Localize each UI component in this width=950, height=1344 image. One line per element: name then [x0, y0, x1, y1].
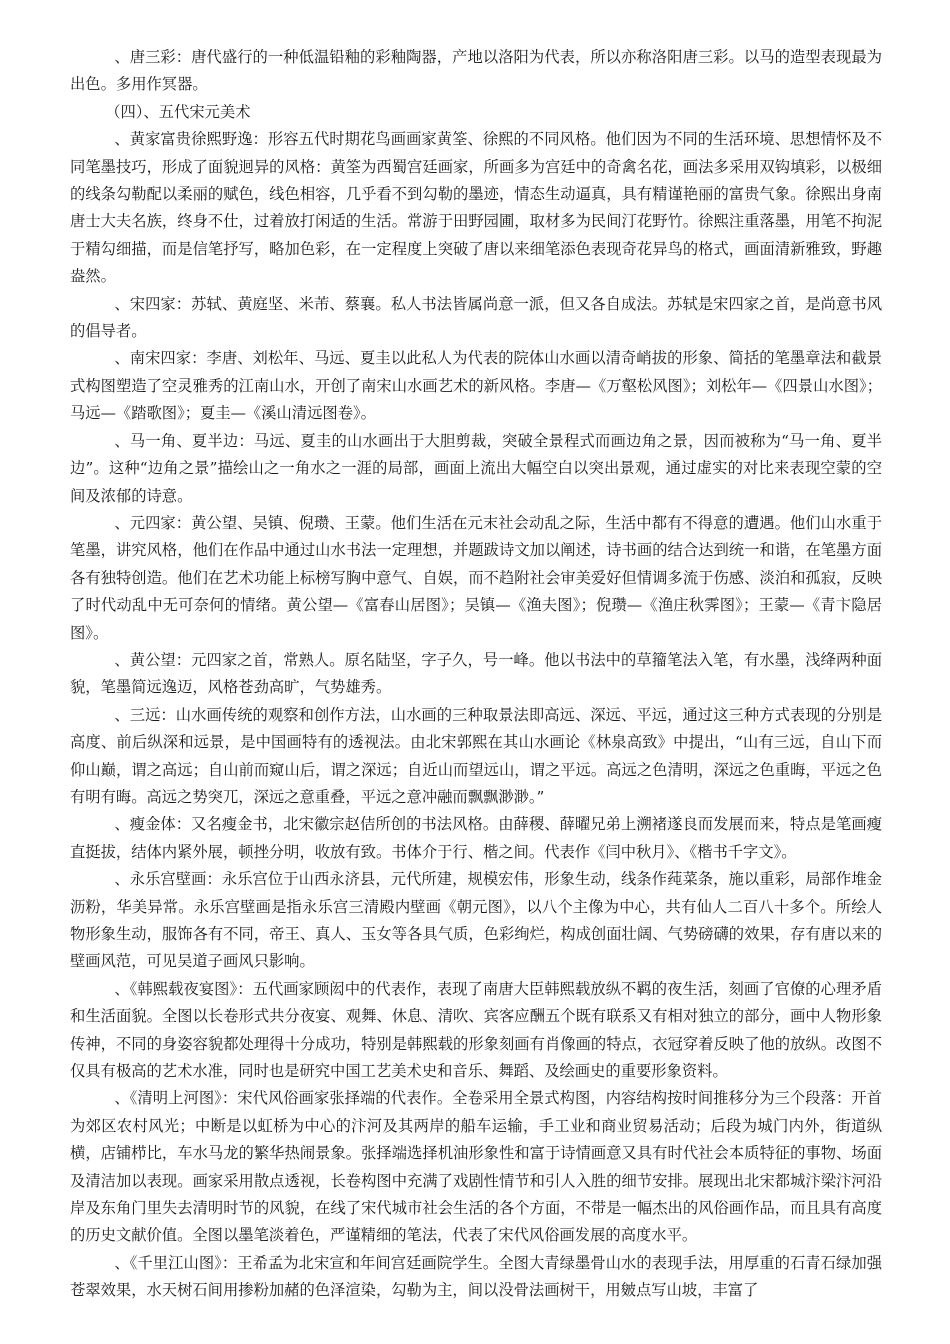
paragraph-southern-song-four: 、南宋四家：李唐、刘松年、马远、夏圭以此私人为代表的院体山水画以清奇峭拔的形象、简括的笔墨章法和截景式构图塑造了空灵雅秀的江南山水，开创了南宋山水画艺术的新风格。李唐—《万壑松风图》；刘松年—《四景山水图》；马远—《踏歌图》；夏圭—《溪山清远图卷》。 [70, 349, 883, 423]
paragraph-tang-sancai: 、唐三彩：唐代盛行的一种低温铅釉的彩釉陶器，产地以洛阳为代表，所以亦称洛阳唐三彩。以马的造型表现最为出色。多用作冥器。 [70, 48, 882, 94]
paragraph-san-yuan: 、三远：山水画传统的观察和创作方法，山水画的三种取景法即高远、深远、平远，通过这三种方式表现的分别是高度、前后纵深和远景，是中国画特有的透视法。由北宋郭熙在其山水画论《林泉高致》中提出，“山有三远，自山下而仰山巅，谓之高远；自山前而窥山后，谓之深远；自近山而望远山，谓之平远。高远之色清明，深远之色重晦，平远之色有明有晦。高远之势突兀，深远之意重叠，平远之意冲融而飘飘渺渺。” [70, 705, 882, 806]
paragraph-qingming-river: 、《清明上河图》：宋代风俗画家张择端的代表作。全卷采用全景式构图，内容结构按时间推移分为三个段落：开首为郊区农村风光；中断是以虹桥为中心的汴河及其两岸的船车运输，手工业和商业贸易活动；后段为城门内外，街道纵横，店铺栉比，车水马龙的繁华热闹景象。张择端选择机油形象性和富于诗情画意又具有时代社会本质特征的事物、场面及清洁加以表现。画家采用散点透视，长卷构图中充满了戏剧性情节和引人入胜的细节安排。展现出北宋都城汴梁汴河沿岸及东角门里失去清明时节的风貌，在线了宋代城市社会生活的各个方面，不带是一幅杰出的风俗画作品，而且具有高度的历史文献价值。全图以墨笔淡着色，严谨精细的笔法，代表了宋代风俗画发展的高度水平。 [70, 1089, 882, 1245]
paragraph-song-four-masters: 、宋四家：苏轼、黄庭坚、米芾、蔡襄。私人书法皆属尚意一派，但又各自成法。苏轼是宋四家之首，是尚意书风的倡导者。 [70, 294, 882, 341]
paragraph-shoujin-ti: 、瘦金体：又名瘦金书，北宋徽宗赵佶所创的书法风格。由薛稷、薛曜兄弟上溯褚遂良而发展而来，特点是笔画瘦直挺拔，结体内紧外展，顿挫分明，收放有致。书体介于行、楷之间。代表作《闫中秋月》、《楷书千字文》。 [70, 815, 882, 861]
paragraph-yuan-four-masters: 、元四家：黄公望、吴镇、倪瓒、王蒙。他们生活在元末社会动乱之际，生活中都有不得意的遭遇。他们山水重于笔墨，讲究风格，他们在作品中通过山水书法一定理想，并题跋诗文加以阐述，诗书画的结合达到统一和谐，在笔墨方面各有独特创造。他们在艺术功能上标榜写胸中意气、自娱，而不趋附社会审美爱好但情调多流于伤感、淡泊和孤寂，反映了时代动乱中无可奈何的情绪。黄公望—《富春山居图》；吴镇—《渔夫图》；倪瓒—《渔庄秋霁图》；王蒙—《青卞隐居图》。 [70, 513, 882, 642]
paragraph-huang-gongwang: 、黄公望：元四家之首，常熟人。原名陆坚，字子久，号一峰。他以书法中的草籀笔法入笔，有水墨，浅绛两种面貌，笔墨简远逸迈，风格苍劲高旷，气势雄秀。 [70, 650, 882, 697]
paragraph-yongle-murals: 、永乐宫壁画：永乐宫位于山西永济县，元代所建，规模宏伟，形象生动，线条作莼菜条，施以重彩，局部作堆金沥粉，华美异常。永乐宫壁画是指永乐宫三清殿内壁画《朝元图》，以八个主像为中心，共有仙人二百八十多个。所绘人物形象生动，服饰各有不同，帝王、真人、玉女等各具气质，色彩绚烂，构成创面壮阔、气势磅礴的效果，存有唐以来的壁画风范，可见吴道子画风只影响。 [70, 870, 882, 971]
document-page [70, 44, 882, 1305]
paragraph-han-xizai-banquet: 、《韩熙载夜宴图》：五代画家顾闳中的代表作，表现了南唐大臣韩熙载放纵不羁的夜生活，刻画了官僚的心理矛盾和生活面貌。全图以长卷形式共分夜宴、观舞、休息、清吹、宾客应酬五个既有联系又有相对独立的部分，画中人物形象传神，不同的身姿容貌都处理得十分成功，特别是韩熙载的形象刻画有肖像画的特点，衣冠穿着反映了他的放纵。改图不仅具有极高的艺术水准，同时也是研究中国工艺美术史和音乐、舞蹈、及绘画史的重要形象资料。 [70, 979, 882, 1081]
paragraph-huang-xu-styles: 、黄家富贵徐熙野逸：形容五代时期花鸟画画家黄筌、徐熙的不同风格。他们因为不同的生活环境、思想情怀及不同笔墨技巧，形成了面貌迥异的风格：黄筌为西蜀宫廷画家，所画多为宫廷中的奇禽名花，画法多采用双钩填彩，以极细的线条勾勒配以柔丽的赋色，线色相容，几乎看不到勾勒的墨迹，情态生动逼真，具有精谨艳丽的富贵气象。徐熙出身南唐士大夫名族，终身不仕，过着放打闲适的生活。常游于田野园圃，取材多为民间汀花野竹。徐熙注重落墨，用笔不拘泥于精勾细描，而是信笔抒写，略加色彩，在一定程度上突破了唐以来细笔添色表现奇花异鸟的格式，画面清新雅致，野趣盎然。 [70, 130, 882, 286]
paragraph-ma-yijiao-xia-banbian: 、马一角、夏半边：马远、夏圭的山水画出于大胆剪裁，突破全景程式而画边角之景，因而被称为“马一角、夏半边”。这种“边角之景”描绘山之一角水之一涯的局部，画面上流出大幅空白以突出景观，通过虚实的对比来表现空蒙的空间及浓郁的诗意。 [70, 431, 882, 505]
paragraph-qianli-jiangshan: 、《千里江山图》：王希孟为北宋宣和年间宫廷画院学生。全图大青绿墨骨山水的表现手法，用厚重的石青石绿加强苍翠效果，水天树石间用掺粉加赭的色泽渲染，勾勒为主，间以没骨法画树干，用皴点写山坡，丰富了 [70, 1253, 882, 1300]
section-heading-four: （四）、五代宋元美术 [105, 102, 251, 121]
